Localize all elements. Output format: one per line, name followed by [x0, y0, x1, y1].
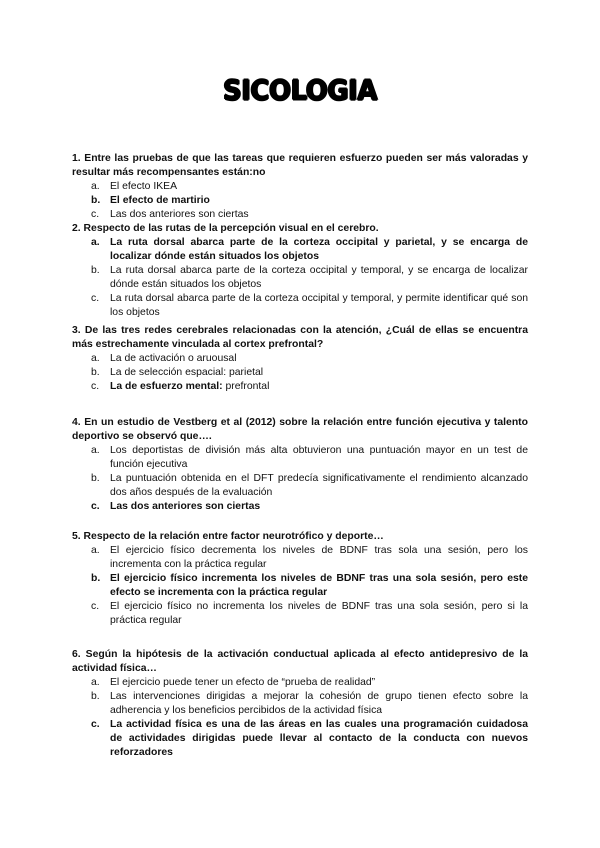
option-6a: a. El ejercicio puede tener un efecto de “prueba de realidad” — [91, 677, 376, 688]
question-text: 2. Respecto de las rutas de la percepción visual en el cerebro. — [72, 223, 379, 234]
option-6b: b. Las intervenciones dirigidas a mejorar la cohesión de grupo tienen efecto sobre la adherencia y los beneficios percibidos de la actividad física — [91, 691, 528, 716]
question-6 — [72, 648, 528, 760]
option-5c: c. El ejercicio físico no incrementa los niveles de BDNF tras una sola sesión, pero si la práctica regular — [91, 601, 528, 626]
question-2 — [72, 222, 528, 320]
option-1a: a. El efecto IKEA — [91, 181, 177, 192]
option-4a: a. Los deportistas de división más alta obtuvieron una puntuación mayor en un test de función ejecutiva — [91, 445, 528, 470]
option-2a-correct: a. La ruta dorsal abarca parte de la corteza occipital y parietal, y se encarga de localizar dónde están situados los objetos — [91, 237, 528, 262]
option-3c-correct: c. La de esfuerzo mental: prefrontal — [91, 381, 270, 392]
option-1c: c. Las dos anteriores son ciertas — [91, 209, 249, 220]
question-5 — [72, 530, 528, 628]
option-3b: b. La de selección espacial: parietal — [91, 367, 264, 378]
question-text: 3. De las tres redes cerebrales relacionadas con la atención, ¿Cuál de ellas se encuentra más estrechamente vinculada al cortex prefrontal? — [72, 325, 528, 350]
question-1 — [72, 152, 528, 222]
question-4 — [72, 416, 528, 514]
option-3a: a. La de activación o aruousal — [91, 353, 237, 364]
option-4c-correct: c. Las dos anteriores son ciertas — [91, 501, 261, 512]
question-text: 1. Entre las pruebas de que las tareas que requieren esfuerzo pueden ser más valoradas y resultar más recompensantes están:no — [72, 153, 528, 178]
option-4b: b. La puntuación obtenida en el DFT predecía significativamente el rendimiento alcanzado dos años después de la evaluación — [91, 473, 528, 498]
option-1b-correct: b. El efecto de martirio — [91, 195, 210, 206]
document-title: SICOLOGIA — [223, 75, 377, 107]
question-3 — [72, 324, 528, 394]
option-5a: a. El ejercicio físico decrementa los niveles de BDNF tras sola una sesión, pero los incrementa con la práctica regular — [91, 545, 528, 570]
option-2b: b. La ruta dorsal abarca parte de la corteza occipital y temporal, y se encarga de localizar dónde están situados los objetos — [91, 265, 528, 290]
question-text: 6. Según la hipótesis de la activación conductual aplicada al efecto antidepresivo de la actividad física… — [72, 649, 528, 674]
option-5b-correct: b. El ejercicio físico incrementa los niveles de BDNF tras una sola sesión, pero este efecto se incrementa con la práctica regular — [91, 573, 528, 598]
question-text: 4. En un estudio de Vestberg et al (2012) sobre la relación entre función ejecutiva y talento deportivo se observó que…. — [72, 417, 528, 442]
question-text: 5. Respecto de la relación entre factor neurotrófico y deporte… — [72, 531, 384, 542]
option-2c: c. La ruta dorsal abarca parte de la corteza occipital y temporal, y permite identificar qué son los objetos — [91, 293, 528, 318]
option-6c-correct: c. La actividad física es una de las áreas en las cuales una programación cuidadosa de actividades dirigidas puede llevar al contacto de la conducta con nuevos reforzadores — [91, 719, 528, 758]
